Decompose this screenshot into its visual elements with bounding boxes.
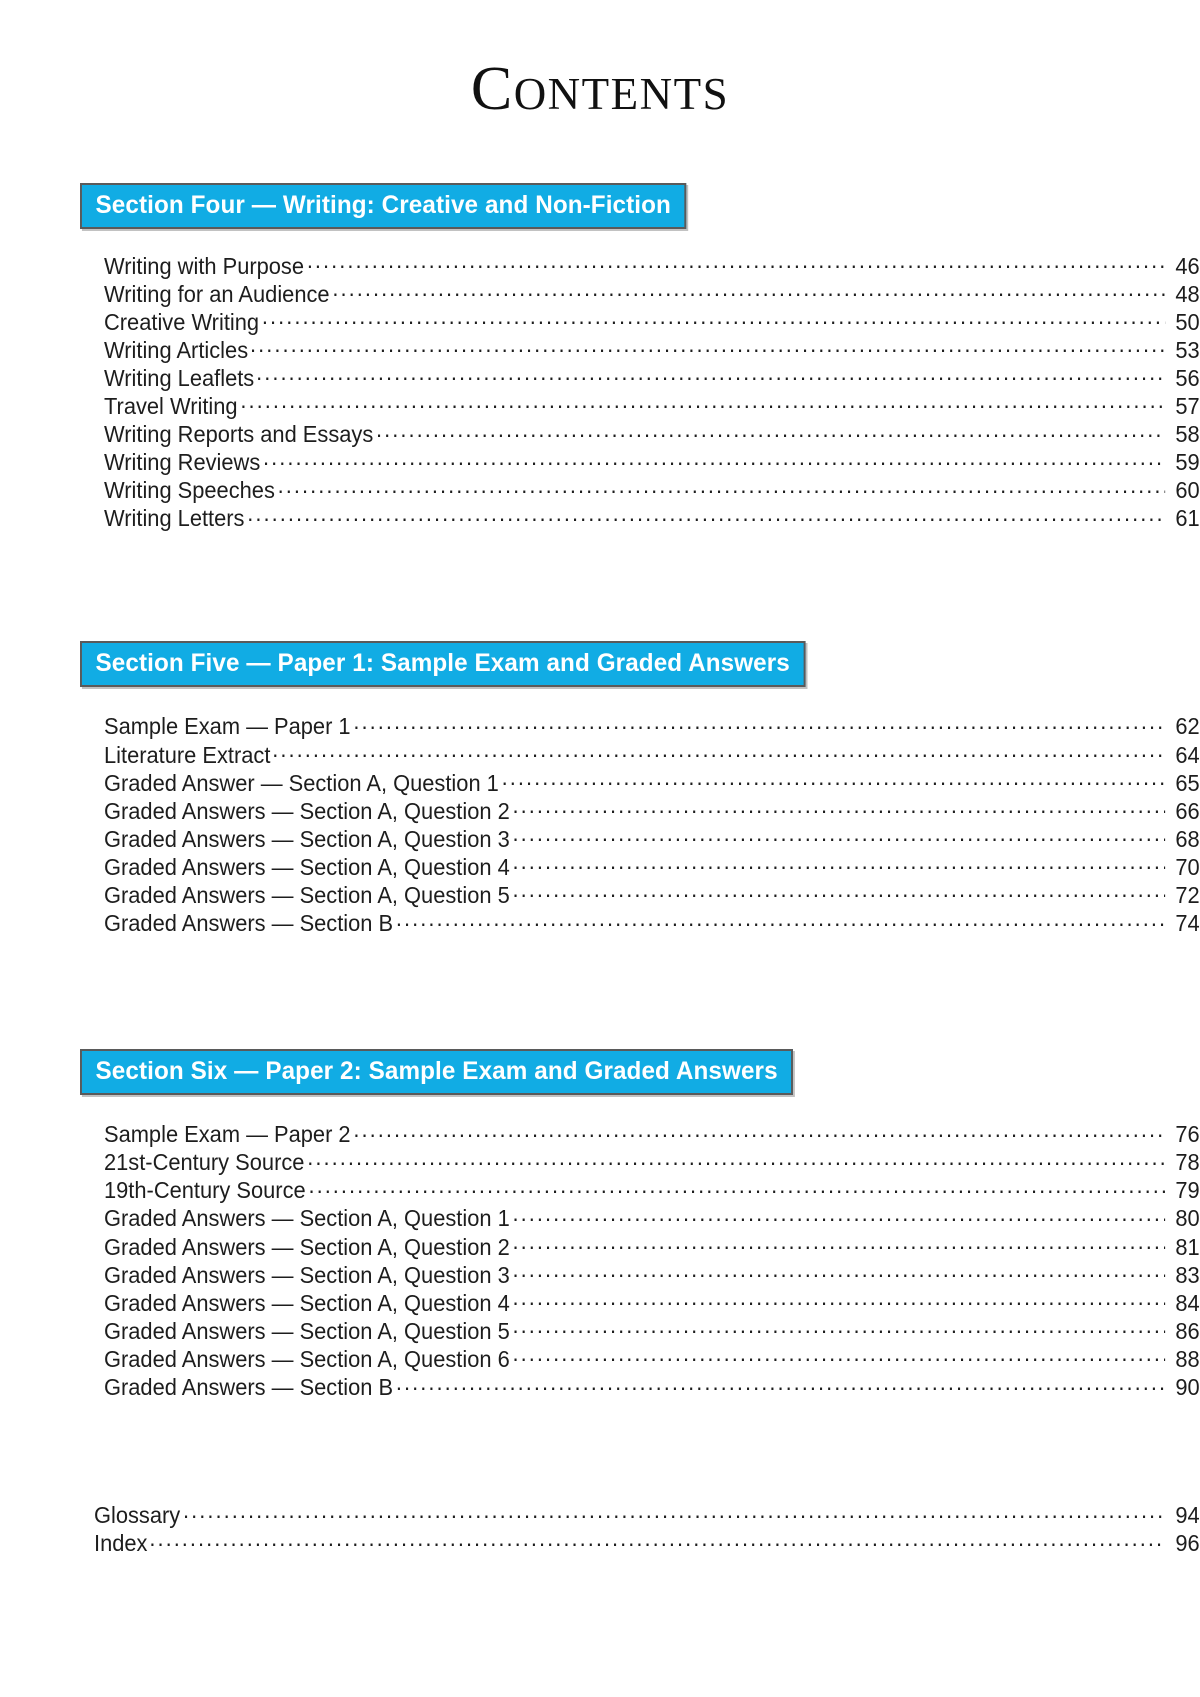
section-six-entry-list	[0, 1095, 1200, 1400]
dot-leader	[513, 1259, 1166, 1283]
toc-entry-page: 83	[1175, 1261, 1200, 1288]
dot-leader	[149, 1528, 1165, 1552]
toc-entry-title: Graded Answers — Section B	[104, 910, 394, 937]
dot-leader	[513, 880, 1166, 904]
back-matter-entry-list	[0, 1400, 1200, 1556]
dot-leader	[353, 711, 1165, 735]
toc-entry-page: 62	[1175, 713, 1200, 740]
toc-entry[interactable]	[104, 1372, 1200, 1400]
dot-leader	[240, 390, 1165, 414]
section-four-entry-list	[0, 229, 1200, 531]
toc-entry[interactable]	[104, 908, 1200, 936]
dot-leader	[272, 739, 1165, 763]
toc-entry[interactable]	[104, 1119, 1200, 1147]
toc-entry-page: 79	[1175, 1177, 1200, 1204]
toc-entry-page: 60	[1175, 477, 1200, 504]
toc-entry[interactable]	[104, 1231, 1200, 1259]
toc-entry-page: 88	[1175, 1345, 1200, 1372]
dot-leader	[308, 1175, 1165, 1199]
toc-entry[interactable]	[104, 711, 1200, 739]
toc-entry-title: Graded Answers — Section A, Question 1	[104, 1205, 510, 1232]
dot-leader	[183, 1500, 1165, 1524]
dot-leader	[502, 767, 1166, 791]
toc-entry-page: 86	[1175, 1317, 1200, 1344]
toc-entry-page: 74	[1175, 910, 1200, 937]
page-title	[0, 0, 1200, 123]
toc-entry-page: 90	[1175, 1374, 1200, 1401]
toc-entry-page: 70	[1175, 853, 1200, 880]
toc-entry-page: 59	[1175, 449, 1200, 476]
page-title-initial: C	[470, 55, 514, 123]
toc-entry-page: 61	[1175, 505, 1200, 532]
toc-entry-title: 21st-Century Source	[104, 1149, 305, 1176]
toc-entry[interactable]	[104, 250, 1200, 278]
toc-entry-page: 48	[1175, 280, 1200, 307]
dot-leader	[513, 1287, 1166, 1311]
section-four	[0, 120, 1200, 229]
toc-entry-page: 80	[1175, 1205, 1200, 1232]
toc-entry[interactable]	[104, 823, 1200, 851]
toc-entry[interactable]	[94, 1528, 1200, 1556]
toc-entry[interactable]	[104, 334, 1200, 362]
toc-entry-title: Writing with Purpose	[104, 252, 305, 279]
dot-leader	[396, 1372, 1165, 1396]
section-six-header: Section Six — Paper 2: Sample Exam and Graded Answers	[80, 1049, 793, 1095]
dot-leader	[307, 1147, 1165, 1171]
toc-entry-title: Graded Answers — Section A, Question 4	[104, 1289, 510, 1316]
toc-entry-page: 64	[1175, 741, 1200, 768]
toc-entry-title: Literature Extract	[104, 741, 271, 768]
section-six	[0, 936, 1200, 1095]
toc-entry-page: 84	[1175, 1289, 1200, 1316]
toc-entry-page: 50	[1175, 308, 1200, 335]
toc-entry[interactable]	[104, 880, 1200, 908]
toc-entry-title: Graded Answers — Section A, Question 2	[104, 797, 510, 824]
toc-entry-title: Glossary	[94, 1502, 181, 1529]
toc-entry-title: Graded Answers — Section A, Question 2	[104, 1233, 510, 1260]
dot-leader	[513, 851, 1166, 875]
toc-entry-title: Graded Answer — Section A, Question 1	[104, 769, 499, 796]
toc-entry-page: 56	[1175, 364, 1200, 391]
toc-entry[interactable]	[94, 1500, 1200, 1528]
toc-entry[interactable]	[104, 390, 1200, 418]
toc-entry-title: Graded Answers — Section A, Question 6	[104, 1345, 510, 1372]
toc-entry-title: Writing Letters	[104, 505, 245, 532]
toc-entry[interactable]	[104, 1259, 1200, 1287]
toc-entry[interactable]	[104, 1175, 1200, 1203]
toc-entry-title: Creative Writing	[104, 308, 260, 335]
toc-entry[interactable]	[104, 1147, 1200, 1175]
toc-entry-title: Sample Exam — Paper 1	[104, 713, 351, 740]
toc-entry-title: Graded Answers — Section A, Question 5	[104, 882, 510, 908]
dot-leader	[307, 250, 1165, 274]
dot-leader	[332, 278, 1165, 302]
toc-entry[interactable]	[104, 851, 1200, 879]
section-five-entry-list	[0, 687, 1200, 936]
dot-leader	[513, 823, 1166, 847]
toc-entry-page: 58	[1175, 421, 1200, 448]
toc-entry-page: 65	[1175, 769, 1200, 796]
dot-leader	[247, 503, 1165, 527]
section-four-header: Section Four — Writing: Creative and Non-Fiction	[80, 183, 686, 229]
dot-leader	[262, 306, 1165, 330]
page-title-rest: ONTENTS	[513, 69, 730, 119]
toc-entry[interactable]	[104, 503, 1200, 531]
toc-entry[interactable]	[104, 419, 1200, 447]
toc-entry-title: Graded Answers — Section A, Question 3	[104, 825, 510, 852]
toc-entry-title: Graded Answers — Section B	[104, 1374, 394, 1401]
dot-leader	[513, 1343, 1166, 1367]
toc-entry-page: 94	[1175, 1502, 1200, 1529]
toc-entry-title: Graded Answers — Section A, Question 3	[104, 1261, 510, 1288]
dot-leader	[263, 447, 1165, 471]
toc-entry[interactable]	[104, 1315, 1200, 1343]
toc-entry-title: Sample Exam — Paper 2	[104, 1121, 351, 1148]
dot-leader	[278, 475, 1166, 499]
dot-leader	[396, 908, 1165, 932]
toc-entry-title: Writing Articles	[104, 336, 249, 363]
toc-entry-title: Writing Leaflets	[104, 364, 255, 391]
dot-leader	[376, 419, 1165, 443]
toc-entry-page: 72	[1175, 882, 1200, 908]
dot-leader	[513, 1315, 1166, 1339]
toc-entry-page: 81	[1175, 1233, 1200, 1260]
toc-entry[interactable]	[104, 278, 1200, 306]
toc-entry-title: Writing Speeches	[104, 477, 275, 504]
toc-entry[interactable]	[104, 795, 1200, 823]
dot-leader	[513, 1231, 1166, 1255]
toc-entry[interactable]	[104, 1287, 1200, 1315]
toc-entry-page: 66	[1175, 797, 1200, 824]
toc-entry-page: 78	[1175, 1149, 1200, 1176]
toc-entry[interactable]	[104, 1203, 1200, 1231]
toc-entry-page: 76	[1175, 1121, 1200, 1148]
toc-entry[interactable]	[104, 306, 1200, 334]
toc-entry-title: Writing for an Audience	[104, 280, 330, 307]
toc-entry-page: 57	[1175, 392, 1200, 419]
toc-entry-title: 19th-Century Source	[104, 1177, 306, 1204]
toc-entry-title: Graded Answers — Section A, Question 4	[104, 853, 510, 880]
dot-leader	[353, 1119, 1165, 1143]
toc-entry[interactable]	[104, 362, 1200, 390]
dot-leader	[256, 362, 1165, 386]
toc-entry-page: 96	[1175, 1530, 1200, 1557]
dot-leader	[513, 1203, 1166, 1227]
toc-entry[interactable]	[104, 475, 1200, 503]
toc-entry[interactable]	[104, 447, 1200, 475]
toc-entry-title: Index	[94, 1530, 148, 1557]
toc-entry[interactable]	[104, 767, 1200, 795]
toc-entry-page: 46	[1175, 252, 1200, 279]
toc-entry-title: Travel Writing	[104, 392, 238, 419]
toc-entry-page: 53	[1175, 336, 1200, 363]
section-five	[0, 531, 1200, 687]
toc-entry-page: 68	[1175, 825, 1200, 852]
toc-entry-title: Writing Reviews	[104, 449, 261, 476]
toc-entry-title: Writing Reports and Essays	[104, 421, 374, 448]
dot-leader	[513, 795, 1166, 819]
toc-entry[interactable]	[104, 739, 1200, 767]
dot-leader	[250, 334, 1165, 358]
toc-entry[interactable]	[104, 1343, 1200, 1371]
section-five-header: Section Five — Paper 1: Sample Exam and Graded Answers	[80, 641, 805, 687]
toc-entry-title: Graded Answers — Section A, Question 5	[104, 1317, 510, 1344]
